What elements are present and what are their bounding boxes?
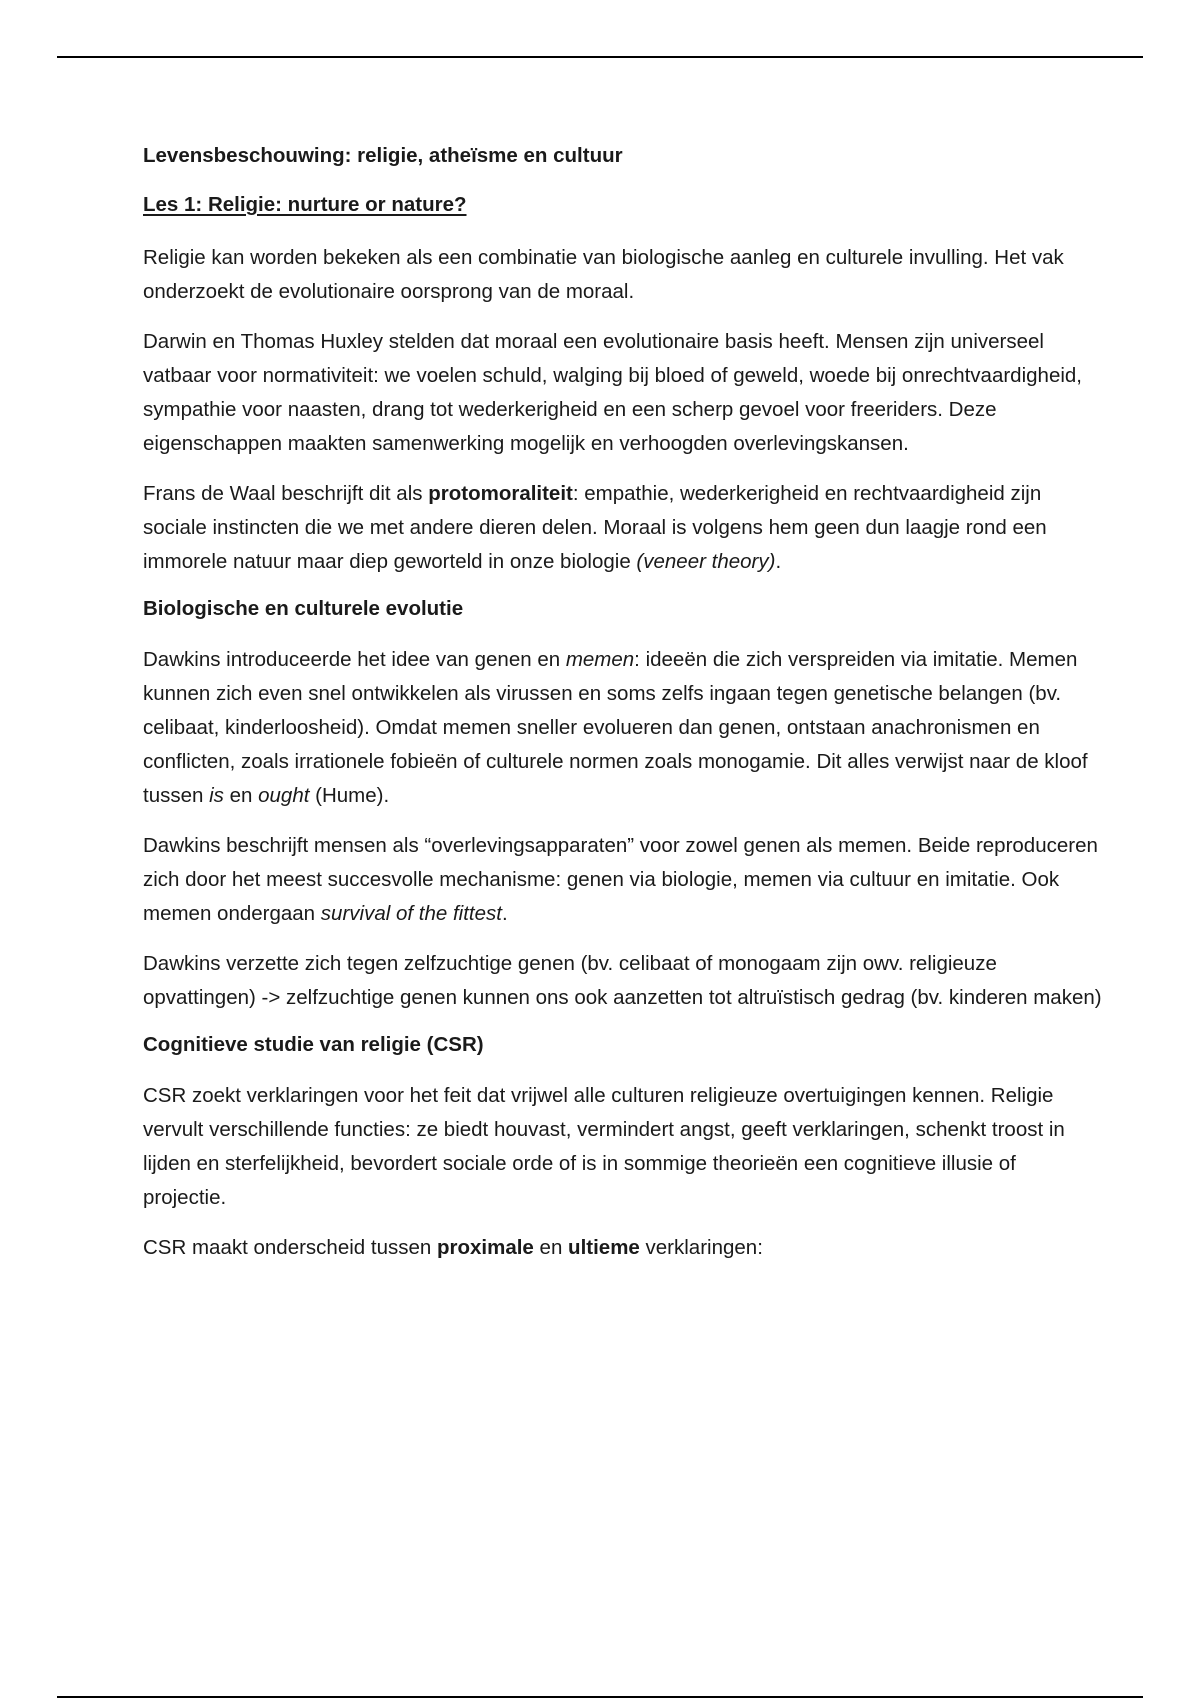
csr-paragraph-2 xyxy=(143,1231,1103,1265)
heading-csr: Cognitieve studie van religie (CSR) xyxy=(143,1033,484,1056)
term-proximale: proximale xyxy=(436,1236,534,1259)
text-run: en xyxy=(223,784,259,807)
heading-evolution: Biologische en culturele evolutie xyxy=(143,597,464,620)
text-run: Frans de Waal beschrijft dit als xyxy=(143,482,429,505)
text-run: : ideeën die zich verspreiden via imitatie. Memen kunnen zich even snel ontwikkelen als virussen en soms zelfs ingaan tegen genetische belangen (bv. celibaat, kinderloosheid). Omdat memen sneller evolueren dan genen, ontstaan anachronismen en conflicten, zoals irrationele fobieën of culturele normen zoals monogamie. Dit alles verwijst naar de kloof tussen xyxy=(143,648,1088,807)
term-memen: memen xyxy=(565,648,635,671)
lesson-title: Les 1: Religie: nurture or nature? xyxy=(143,193,467,216)
text-run: : empathie, wederkerigheid en rechtvaardigheid zijn sociale instincten die we met andere dieren delen. Moraal is volgens hem geen dun laagje rond een immorele natuur maar diep geworteld in onze biologie xyxy=(143,482,1047,573)
term-is: is xyxy=(209,784,224,807)
document-body xyxy=(143,142,1103,1281)
text-run: verklaringen: xyxy=(639,1236,763,1259)
header-rule xyxy=(57,56,1143,58)
term-ultieme: ultieme xyxy=(568,1236,640,1259)
intro-paragraph-2: Darwin en Thomas Huxley stelden dat moraal een evolutionaire basis heeft. Mensen zijn universeel vatbaar voor normativiteit: we voelen schuld, walging bij bloed of geweld, woede bij onrechtvaardigheid, sympathie voor naasten, drang tot wederkerigheid en een scherp gevoel voor freeriders. Deze eigenschappen maakten samenwerking mogelijk en verhoogden overlevingskansen. xyxy=(143,330,1082,455)
intro-paragraph-1: Religie kan worden bekeken als een combinatie van biologische aanleg en culturele invulling. Het vak onderzoekt de evolutionaire oorsprong van de moraal. xyxy=(143,246,1064,303)
term-ought: ought xyxy=(258,784,310,807)
csr-paragraph-1: CSR zoekt verklaringen voor het feit dat vrijwel alle culturen religieuze overtuigingen kennen. Religie vervult verschillende functies: ze biedt houvast, vermindert angst, geeft verklaringen, schenkt troost in lijden en sterfelijkheid, bevordert sociale orde of is in sommige theorieën een cognitieve illusie of projectie. xyxy=(143,1084,1065,1209)
text-run: CSR maakt onderscheid tussen xyxy=(143,1236,437,1259)
document-title: Levensbeschouwing: religie, atheïsme en cultuur xyxy=(143,144,623,167)
term-protomoraliteit: protomoraliteit xyxy=(428,482,573,505)
text-run: . xyxy=(775,550,782,573)
footer-rule xyxy=(57,1696,1143,1698)
text-run: en xyxy=(533,1236,569,1259)
evolution-paragraph-3: Dawkins verzette zich tegen zelfzuchtige genen (bv. celibaat of monogaam zijn owv. religieuze opvattingen) -> zelfzuchtige genen kunnen ons ook aanzetten tot altruïstisch gedrag (bv. kinderen maken) xyxy=(143,952,1102,1009)
text-run: . xyxy=(501,902,508,925)
term-survival-of-the-fittest: survival of the fittest xyxy=(320,902,502,925)
text-run: Dawkins beschrijft mensen als “overlevingsapparaten” voor zowel genen als memen. Beide reproduceren zich door het meest succesvolle mechanisme: genen via biologie, memen via cultuur en imitatie. Ook memen ondergaan xyxy=(143,834,1098,925)
term-veneer-theory: (veneer theory) xyxy=(636,550,776,573)
text-run: Dawkins introduceerde het idee van genen en xyxy=(143,648,566,671)
text-run: (Hume). xyxy=(309,784,390,807)
evolution-paragraph-1 xyxy=(143,643,1103,813)
evolution-paragraph-2 xyxy=(143,829,1103,931)
intro-paragraph-3 xyxy=(143,477,1103,579)
